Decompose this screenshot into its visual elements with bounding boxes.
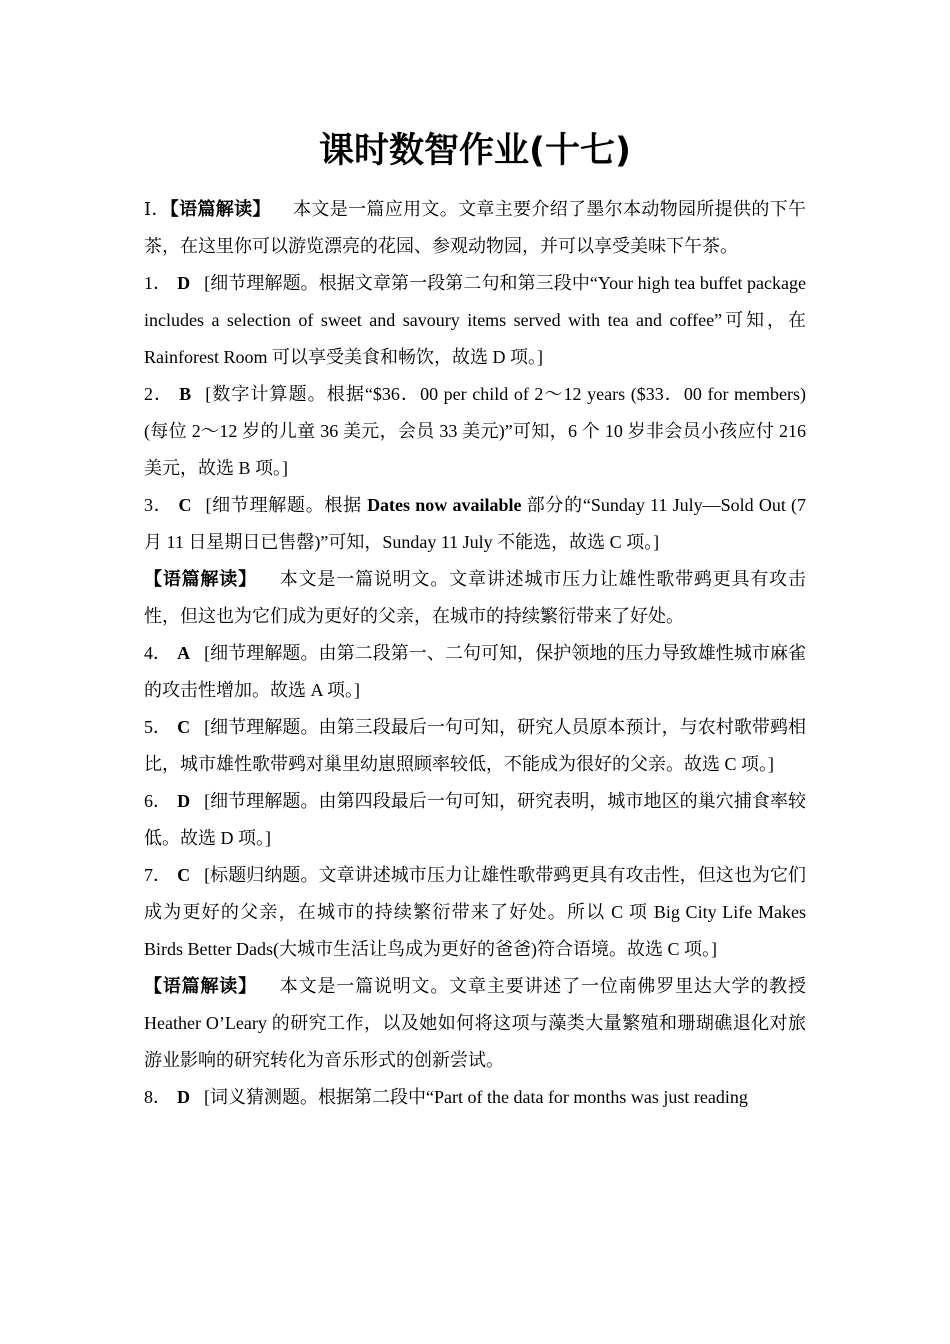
question-number: 8． xyxy=(144,1087,171,1107)
answer-letter: C xyxy=(177,717,191,737)
answer-item-4 xyxy=(144,635,806,709)
answer-item-1 xyxy=(144,265,806,376)
section-header: 【语篇解读】 xyxy=(144,976,257,997)
answer-item-8 xyxy=(144,1079,806,1116)
section-roman-numeral: Ⅰ． xyxy=(144,199,170,219)
reading-guide-1 xyxy=(144,191,806,265)
answer-explanation: [细节理解题。由第三段最后一句可知，研究人员原本预计，与农村歌带鹀相比，城市雄性歌带鹀对巢里幼崽照顾率较低，不能成为很好的父亲。故选 C 项。] xyxy=(144,717,807,774)
answer-explanation: [标题归纳题。文章讲述城市压力让雄性歌带鹀更具有攻击性，但这也为它们成为更好的父亲，在城市的持续繁衍带来了好处。所以 C 项 Big City Life Makes Birds Better Dads(大城市生活让鸟成为更好的爸爸)符合语境。故选 C 项。] xyxy=(144,865,807,959)
question-number: 2． xyxy=(144,384,174,404)
answer-letter: B xyxy=(179,384,192,404)
answer-explanation: [细节理解题。根据文章第一段第二句和第三段中“Your high tea buffet package includes a selection of sweet and savoury items served with tea and coffee”可知，在 Rainforest Room 可以享受美食和畅饮，故选 D 项。] xyxy=(144,273,807,367)
section-summary: 本文是一篇应用文。文章主要介绍了墨尔本动物园所提供的下午茶，在这里你可以游览漂亮的花园、参观动物园，并可以享受美味下午茶。 xyxy=(144,199,806,256)
reading-guide-3 xyxy=(144,968,806,1079)
question-number: 7． xyxy=(144,865,172,885)
answer-letter: D xyxy=(177,791,191,811)
answer-explanation: 部分的“Sunday 11 July—Sold Out (7 月 11 日星期日已售罄)”可知，Sunday 11 July 不能选，故选 C 项。] xyxy=(144,495,807,552)
answer-content xyxy=(144,191,806,1116)
question-number: 4． xyxy=(144,643,172,663)
answer-letter: A xyxy=(177,643,191,663)
answer-letter: C xyxy=(178,495,192,515)
answer-letter: C xyxy=(177,865,191,885)
question-number: 6． xyxy=(144,791,172,811)
answer-explanation-bold: Dates now available xyxy=(367,495,522,515)
answer-item-6 xyxy=(144,783,806,857)
section-summary: 本文是一篇说明文。文章讲述城市压力让雄性歌带鹀更具有攻击性，但这也为它们成为更好的父亲，在城市的持续繁衍带来了好处。 xyxy=(144,569,807,626)
section-header: 【语篇解读】 xyxy=(144,569,257,590)
section-summary: 本文是一篇说明文。文章主要讲述了一位南佛罗里达大学的教授 Heather O’Leary 的研究工作，以及她如何将这项与藻类大量繁殖和珊瑚礁退化对旅游业影响的研究转化为音乐形式的创新尝试。 xyxy=(144,976,807,1070)
page-title: 课时数智作业(十七) xyxy=(319,131,631,171)
answer-item-3 xyxy=(144,487,806,561)
question-number: 5． xyxy=(144,717,172,737)
answer-item-5 xyxy=(144,709,806,783)
answer-explanation: [词义猜测题。根据第二段中“Part of the data for months was just reading xyxy=(204,1087,748,1107)
question-number: 3． xyxy=(144,495,173,515)
reading-guide-2 xyxy=(144,561,806,635)
answer-item-2 xyxy=(144,376,806,487)
answer-explanation: [细节理解题。由第四段最后一句可知，研究表明，城市地区的巢穴捕食率较低。故选 D 项。] xyxy=(144,791,807,848)
section-header: 【语篇解读】 xyxy=(169,199,271,220)
answer-explanation: [细节理解题。由第二段第一、二句可知，保护领地的压力导致雄性城市麻雀的攻击性增加。故选 A 项。] xyxy=(144,643,807,700)
question-number: 1． xyxy=(144,273,172,293)
answer-explanation: [数字计算题。根据“$36．00 per child of 2～12 years ($33．00 for members) (每位 2～12 岁的儿童 36 美元，会员 33 美元)”可知，6 个 10 岁非会员小孩应付 216 美元，故选 B 项。] xyxy=(144,384,806,478)
answer-letter: D xyxy=(177,1087,190,1107)
answer-explanation: [细节理解题。根据 xyxy=(205,495,368,515)
answer-letter: D xyxy=(177,273,191,293)
answer-item-7 xyxy=(144,857,806,968)
